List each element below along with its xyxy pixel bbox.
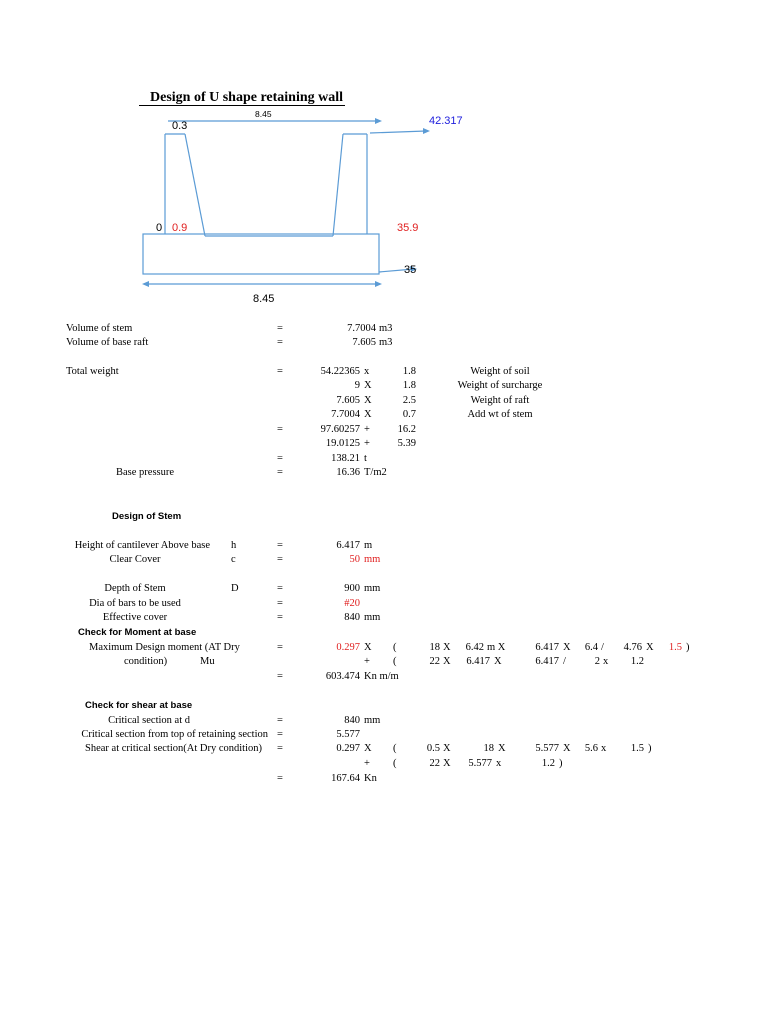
critical-section-unit: mm xyxy=(364,715,381,726)
top-dim-arrowhead xyxy=(375,118,382,124)
shear-c5: 1.5 xyxy=(630,743,644,754)
shear-coef: 0.297 xyxy=(336,743,360,754)
tw-row-desc: Weight of raft xyxy=(470,395,530,406)
clear-cover-label: Clear Cover xyxy=(109,554,161,565)
bottom-dim-arrowhead-left xyxy=(142,281,149,287)
moment-close: ) xyxy=(686,642,690,653)
stem-height-unit: m xyxy=(364,540,373,551)
stem-height-value: 6.417 xyxy=(336,540,360,551)
dia-bars-eq: = xyxy=(277,598,283,609)
shear-heading: Check for shear at base xyxy=(85,700,193,711)
moment-c4: 6.4 xyxy=(584,642,598,653)
top-thickness-label: 0.3 xyxy=(172,120,188,132)
moment-o1: X xyxy=(443,642,451,653)
raft-right-value: 35 xyxy=(404,264,417,276)
shear-row2-o2: x xyxy=(496,758,502,769)
shear-c3: 5.577 xyxy=(535,743,559,754)
clear-cover-sym: c xyxy=(231,554,236,565)
right-top-value: 42.317 xyxy=(429,115,463,127)
shear-result-eq: = xyxy=(277,773,283,784)
critical-section-top-label: Critical section from top of retaining section xyxy=(81,729,268,740)
tw-row-b: 1.8 xyxy=(402,380,416,391)
tw-row-eq: = xyxy=(277,424,283,435)
dia-bars-label: Dia of bars to be used xyxy=(89,598,181,609)
moment-c2: 6.42 xyxy=(465,642,484,653)
shear-c4: 5.6 xyxy=(584,743,598,754)
moment-o5: X xyxy=(646,642,654,653)
base-raft xyxy=(143,234,379,274)
tw-row-op: X xyxy=(364,380,372,391)
shear-o4: x xyxy=(601,743,607,754)
volume-raft-label: Volume of base raft xyxy=(66,337,149,348)
shear-row2-c3: 1.2 xyxy=(541,758,555,769)
right-top-arrow-line xyxy=(370,131,426,133)
moment-result-eq: = xyxy=(277,671,283,682)
shear-result-unit: Kn xyxy=(364,773,377,784)
shear-paren: ( xyxy=(393,743,397,754)
depth-of-stem-label: Depth of Stem xyxy=(104,583,166,594)
top-width-label: 8.45 xyxy=(255,109,272,119)
shear-o1: X xyxy=(443,743,451,754)
moment-row2-c2: 6.417 xyxy=(466,656,490,667)
critical-section-top-value: 5.577 xyxy=(336,729,360,740)
effective-cover-unit: mm xyxy=(364,612,381,623)
depth-of-stem-eq: = xyxy=(277,583,283,594)
total-weight-label: Total weight xyxy=(66,366,119,377)
tw-row-eq: = xyxy=(277,453,283,464)
volume-raft-eq: = xyxy=(277,337,283,348)
right-top-arrowhead xyxy=(423,128,430,134)
shear-result-value: 167.64 xyxy=(331,773,360,784)
moment-heading: Check for Moment at base xyxy=(78,627,197,638)
tw-row-a: 97.60257 xyxy=(320,424,360,435)
tw-row-b: 16.2 xyxy=(397,424,416,435)
tw-row-a: 7.7004 xyxy=(331,409,360,420)
moment-c6: 1.5 xyxy=(668,642,682,653)
shear-o2: X xyxy=(498,743,506,754)
page-title: Design of U shape retaining wall xyxy=(150,90,344,105)
shear-close: ) xyxy=(648,743,652,754)
clear-cover-unit: mm xyxy=(364,554,381,565)
moment-c5: 4.76 xyxy=(623,642,642,653)
tw-row-op: t xyxy=(364,453,367,464)
moment-row2-o4: x xyxy=(603,656,609,667)
volume-stem-value: 7.7004 xyxy=(347,323,376,334)
moment-eq: = xyxy=(277,642,283,653)
moment-row2-o2: X xyxy=(494,656,502,667)
volume-stem-eq: = xyxy=(277,323,283,334)
left-base-zero: 0 xyxy=(156,222,163,234)
moment-o3: X xyxy=(563,642,571,653)
shear-label: Shear at critical section(At Dry condition) xyxy=(85,743,262,754)
tw-row-b: 0.7 xyxy=(402,409,416,420)
moment-row2-paren: ( xyxy=(393,656,397,667)
critical-section-value: 840 xyxy=(344,715,360,726)
critical-section-eq: = xyxy=(277,715,283,726)
left-base-value: 0.9 xyxy=(172,222,188,234)
clear-cover-value: 50 xyxy=(349,554,360,565)
shear-c1: 0.5 xyxy=(426,743,440,754)
depth-of-stem-value: 900 xyxy=(344,583,360,594)
tw-row-desc: Weight of soil xyxy=(470,366,530,377)
shear-x: X xyxy=(364,743,372,754)
effective-cover-value: 840 xyxy=(344,612,360,623)
volume-stem-label: Volume of stem xyxy=(66,323,133,334)
shear-c2: 18 xyxy=(483,743,494,754)
shear-o3: X xyxy=(563,743,571,754)
shear-row2-c2: 5.577 xyxy=(468,758,492,769)
moment-x: X xyxy=(364,642,372,653)
moment-row2-o1: X xyxy=(443,656,451,667)
moment-c3: 6.417 xyxy=(535,642,559,653)
stem-height-label: Height of cantilever Above base xyxy=(74,540,210,551)
bottom-dim-arrowhead-right xyxy=(375,281,382,287)
shear-row2-o1: X xyxy=(443,758,451,769)
retaining-wall-diagram xyxy=(0,0,768,320)
moment-result-value: 603.474 xyxy=(325,671,360,682)
stem-height-sym: h xyxy=(231,540,237,551)
shear-row2-c1: 22 xyxy=(429,758,440,769)
shear-row2-close: ) xyxy=(559,758,563,769)
moment-o4: / xyxy=(601,642,604,653)
tw-row-eq: = xyxy=(277,366,283,377)
right-base-value: 35.9 xyxy=(397,222,419,234)
moment-row2-c1: 22 xyxy=(429,656,440,667)
design-of-stem-heading: Design of Stem xyxy=(112,511,182,522)
tw-row-op: + xyxy=(364,438,370,449)
effective-cover-label: Effective cover xyxy=(102,612,168,623)
depth-of-stem-sym: D xyxy=(231,583,239,594)
shear-row2-paren: ( xyxy=(393,758,397,769)
volume-raft-value: 7.605 xyxy=(352,337,376,348)
tw-row-a: 7.605 xyxy=(336,395,360,406)
tw-row-a: 9 xyxy=(354,380,360,391)
volume-raft-unit: m3 xyxy=(379,337,393,348)
tw-row-op: X xyxy=(364,409,372,420)
tw-row-b: 1.8 xyxy=(402,366,416,377)
tw-row-a: 19.0125 xyxy=(325,438,360,449)
base-pressure-label: Base pressure xyxy=(116,467,175,478)
critical-section-top-eq: = xyxy=(277,729,283,740)
left-wall-inner xyxy=(185,134,205,236)
tw-row-a: 138.21 xyxy=(331,453,360,464)
moment-paren: ( xyxy=(393,642,397,653)
shear-row2-op: + xyxy=(364,758,370,769)
clear-cover-eq: = xyxy=(277,554,283,565)
moment-row2-c3: 6.417 xyxy=(535,656,559,667)
shear-eq: = xyxy=(277,743,283,754)
tw-row-b: 5.39 xyxy=(397,438,416,449)
base-pressure-unit: T/m2 xyxy=(364,467,387,478)
base-pressure-value: 16.36 xyxy=(336,467,360,478)
moment-coef: 0.297 xyxy=(336,642,360,653)
effective-cover-eq: = xyxy=(277,612,283,623)
right-wall-inner xyxy=(333,134,343,236)
base-pressure-eq: = xyxy=(277,467,283,478)
moment-row2-c4: 2 xyxy=(594,656,600,667)
moment-label-line2: condition) xyxy=(124,656,168,667)
tw-row-op: X xyxy=(364,395,372,406)
stem-height-eq: = xyxy=(277,540,283,551)
moment-label-line1: Maximum Design moment (AT Dry xyxy=(89,642,240,653)
tw-row-a: 54.22365 xyxy=(320,366,360,377)
moment-result-unit: Kn m/m xyxy=(364,671,399,682)
critical-section-label: Critical section at d xyxy=(108,715,190,726)
tw-row-op: x xyxy=(364,366,370,377)
dia-bars-value: #20 xyxy=(344,598,360,609)
moment-row2-o3: / xyxy=(563,656,566,667)
moment-o2: m X xyxy=(487,642,506,653)
moment-sym: Mu xyxy=(200,656,215,667)
tw-row-b: 2.5 xyxy=(402,395,416,406)
moment-row2-c5: 1.2 xyxy=(630,656,644,667)
base-width-label: 8.45 xyxy=(253,293,275,305)
tw-row-desc: Weight of surcharge xyxy=(457,380,543,391)
moment-c1: 18 xyxy=(429,642,440,653)
tw-row-desc: Add wt of stem xyxy=(467,409,533,420)
tw-row-op: + xyxy=(364,424,370,435)
volume-stem-unit: m3 xyxy=(379,323,393,334)
moment-row2-op: + xyxy=(364,656,370,667)
depth-of-stem-unit: mm xyxy=(364,583,381,594)
